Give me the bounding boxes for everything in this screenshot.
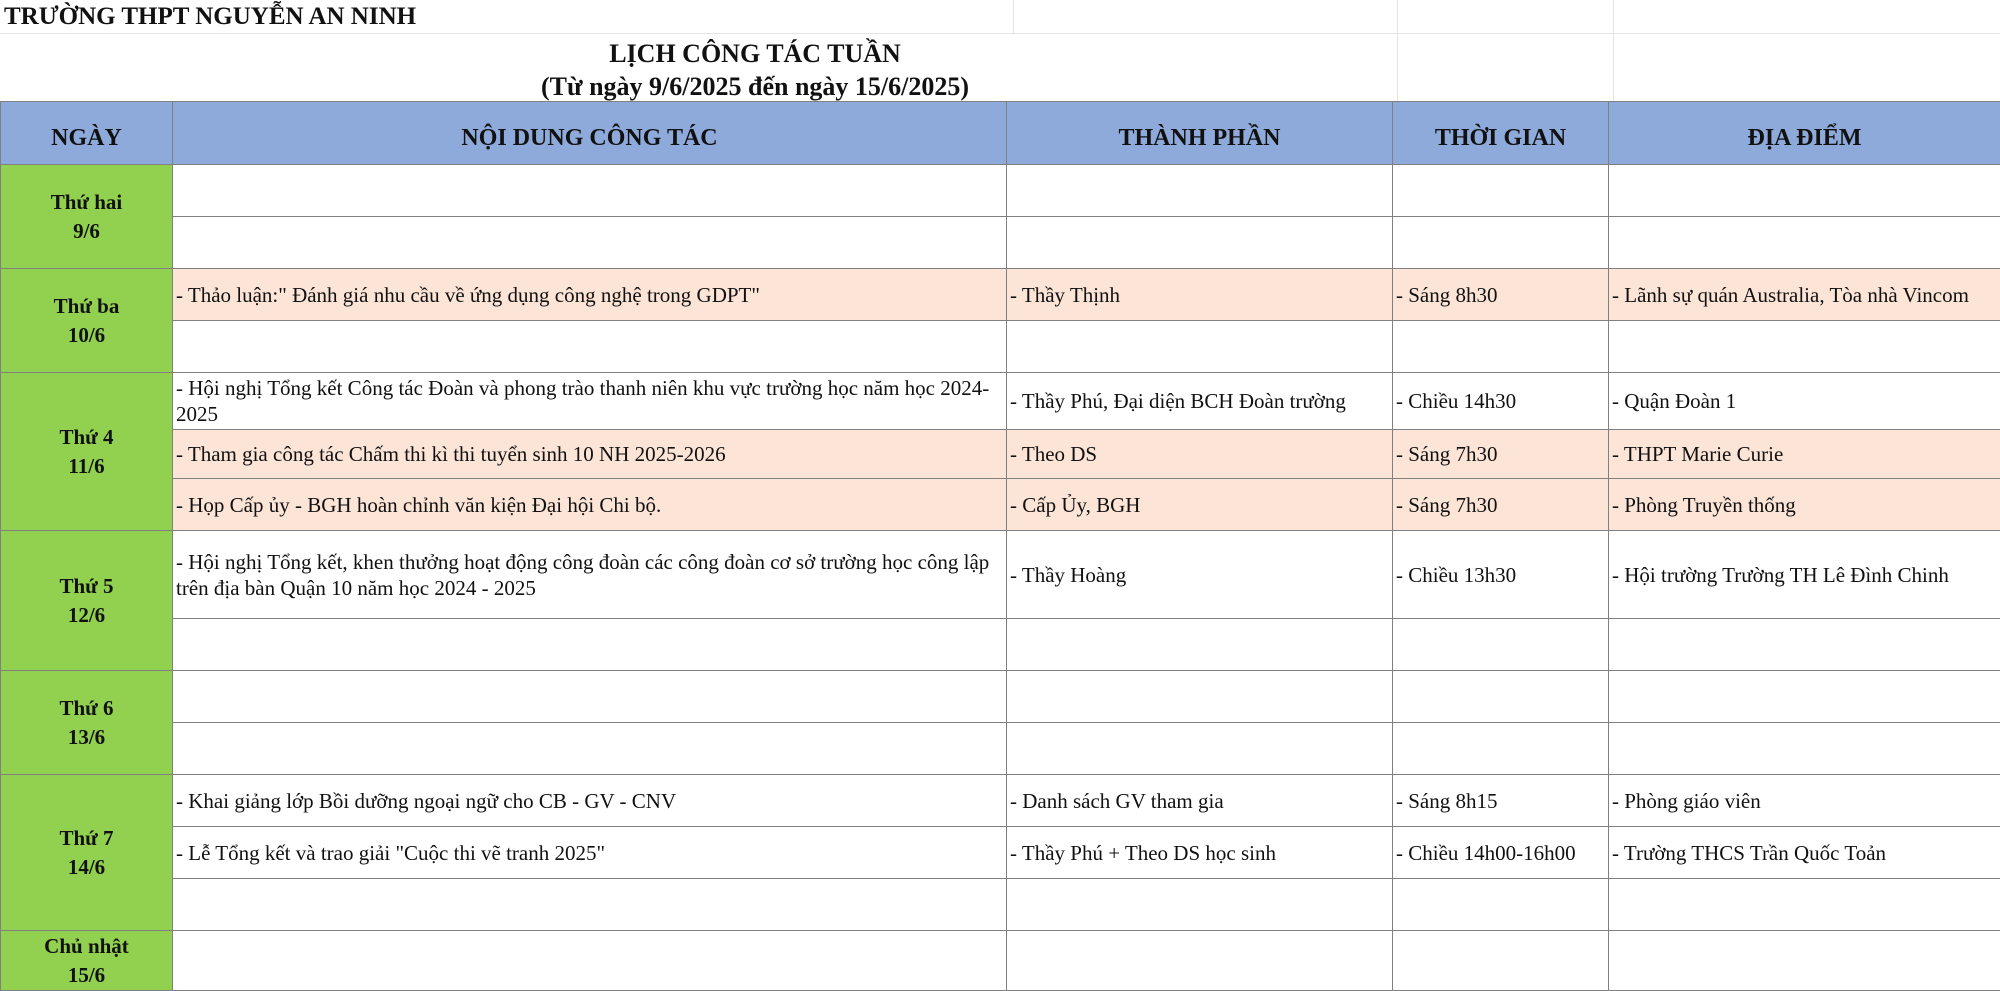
day-date: 9/6	[73, 219, 100, 243]
location-cell: - THPT Marie Curie	[1609, 430, 2000, 479]
participants-cell: - Thầy Phú + Theo DS học sinh	[1007, 827, 1393, 879]
table-row	[1, 775, 2000, 827]
page-title: LỊCH CÔNG TÁC TUẦN	[0, 36, 1510, 72]
participants-cell	[1007, 723, 1393, 775]
location-cell	[1609, 879, 2000, 931]
time-cell: - Sáng 7h30	[1393, 430, 1609, 479]
participants-cell	[1007, 671, 1393, 723]
content-cell: - Hội nghị Tổng kết, khen thưởng hoạt động công đoàn các công đoàn cơ sở trường học công lập trên địa bàn Quận 10 năm học 2024 - 2025	[173, 531, 1007, 619]
participants-cell: - Thầy Thịnh	[1007, 269, 1393, 321]
table-row	[1, 217, 2000, 269]
table-row	[1, 165, 2000, 217]
day-cell-sunday	[1, 931, 173, 991]
time-cell	[1393, 619, 1609, 671]
participants-cell: - Thầy Hoàng	[1007, 531, 1393, 619]
day-cell-tuesday	[1, 269, 173, 373]
location-cell	[1609, 931, 2000, 991]
content-cell	[173, 931, 1007, 991]
time-cell	[1393, 723, 1609, 775]
table-row	[1, 827, 2000, 879]
day-name: Thứ 6	[59, 696, 113, 720]
time-cell: - Sáng 8h15	[1393, 775, 1609, 827]
content-cell	[173, 217, 1007, 269]
time-cell: - Sáng 7h30	[1393, 479, 1609, 531]
participants-cell: - Cấp Ủy, BGH	[1007, 479, 1393, 531]
page-subtitle: (Từ ngày 9/6/2025 đến ngày 15/6/2025)	[0, 70, 1510, 104]
location-cell	[1609, 165, 2000, 217]
location-cell: - Lãnh sự quán Australia, Tòa nhà Vincom	[1609, 269, 2000, 321]
location-cell	[1609, 217, 2000, 269]
gridline	[1613, 0, 1614, 101]
time-cell	[1393, 879, 1609, 931]
day-cell-friday	[1, 671, 173, 775]
content-cell	[173, 165, 1007, 217]
participants-cell: - Thầy Phú, Đại diện BCH Đoàn trường	[1007, 373, 1393, 430]
gridline	[1013, 0, 1014, 33]
day-name: Thứ 7	[59, 826, 113, 850]
content-cell	[173, 723, 1007, 775]
table-row	[1, 723, 2000, 775]
participants-cell: - Danh sách GV tham gia	[1007, 775, 1393, 827]
location-cell: - Phòng Truyền thống	[1609, 479, 2000, 531]
day-cell-wednesday	[1, 373, 173, 531]
content-cell: - Lễ Tổng kết và trao giải "Cuộc thi vẽ tranh 2025"	[173, 827, 1007, 879]
day-name: Thứ 5	[59, 574, 113, 598]
content-cell	[173, 619, 1007, 671]
location-cell	[1609, 671, 2000, 723]
day-name: Thứ hai	[51, 190, 123, 214]
header-day: NGÀY	[1, 102, 173, 165]
time-cell: - Chiều 13h30	[1393, 531, 1609, 619]
time-cell	[1393, 931, 1609, 991]
time-cell: - Sáng 8h30	[1393, 269, 1609, 321]
table-row	[1, 373, 2000, 430]
header-row	[1, 102, 2000, 165]
day-date: 10/6	[68, 323, 105, 347]
location-cell	[1609, 723, 2000, 775]
gridline	[0, 33, 2000, 34]
time-cell	[1393, 217, 1609, 269]
day-date: 12/6	[68, 603, 105, 627]
header-participants: THÀNH PHẦN	[1007, 102, 1393, 165]
content-cell	[173, 879, 1007, 931]
content-cell: - Khai giảng lớp Bồi dưỡng ngoại ngữ cho CB - GV - CNV	[173, 775, 1007, 827]
content-cell	[173, 671, 1007, 723]
day-date: 14/6	[68, 855, 105, 879]
location-cell: - Trường THCS Trần Quốc Toản	[1609, 827, 2000, 879]
day-date: 13/6	[68, 725, 105, 749]
header-location: ĐỊA ĐIỂM	[1609, 102, 2000, 165]
participants-cell	[1007, 619, 1393, 671]
participants-cell	[1007, 321, 1393, 373]
day-name: Thứ 4	[59, 425, 113, 449]
participants-cell	[1007, 879, 1393, 931]
time-cell: - Chiều 14h30	[1393, 373, 1609, 430]
location-cell: - Hội trường Trường TH Lê Đình Chinh	[1609, 531, 2000, 619]
content-cell	[173, 321, 1007, 373]
day-date: 11/6	[68, 454, 104, 478]
location-cell: - Quận Đoàn 1	[1609, 373, 2000, 430]
location-cell	[1609, 619, 2000, 671]
table-row	[1, 531, 2000, 619]
participants-cell	[1007, 165, 1393, 217]
day-name: Chủ nhật	[44, 934, 129, 958]
time-cell	[1393, 671, 1609, 723]
location-cell	[1609, 321, 2000, 373]
table-row	[1, 931, 2000, 991]
day-name: Thứ ba	[54, 294, 120, 318]
day-cell-monday	[1, 165, 173, 269]
participants-cell: - Theo DS	[1007, 430, 1393, 479]
time-cell: - Chiều 14h00-16h00	[1393, 827, 1609, 879]
table-row	[1, 269, 2000, 321]
location-cell: - Phòng giáo viên	[1609, 775, 2000, 827]
table-row	[1, 671, 2000, 723]
day-date: 15/6	[68, 963, 105, 987]
content-cell: - Hội nghị Tổng kết Công tác Đoàn và phong trào thanh niên khu vực trường học năm học 2024-2025	[173, 373, 1007, 430]
table-row	[1, 879, 2000, 931]
schedule-table	[0, 101, 2000, 991]
day-cell-thursday	[1, 531, 173, 671]
content-cell: - Họp Cấp ủy - BGH hoàn chỉnh văn kiện Đại hội Chi bộ.	[173, 479, 1007, 531]
table-row	[1, 619, 2000, 671]
content-cell: - Tham gia công tác Chấm thi kì thi tuyển sinh 10 NH 2025-2026	[173, 430, 1007, 479]
time-cell	[1393, 165, 1609, 217]
header-content: NỘI DUNG CÔNG TÁC	[173, 102, 1007, 165]
table-row	[1, 321, 2000, 373]
participants-cell	[1007, 931, 1393, 991]
day-cell-saturday	[1, 775, 173, 931]
header-time: THỜI GIAN	[1393, 102, 1609, 165]
time-cell	[1393, 321, 1609, 373]
participants-cell	[1007, 217, 1393, 269]
school-name: TRƯỜNG THPT NGUYỄN AN NINH	[4, 2, 416, 32]
content-cell: - Thảo luận:" Đánh giá nhu cầu về ứng dụng công nghệ trong GDPT"	[173, 269, 1007, 321]
table-row	[1, 479, 2000, 531]
table-row	[1, 430, 2000, 479]
